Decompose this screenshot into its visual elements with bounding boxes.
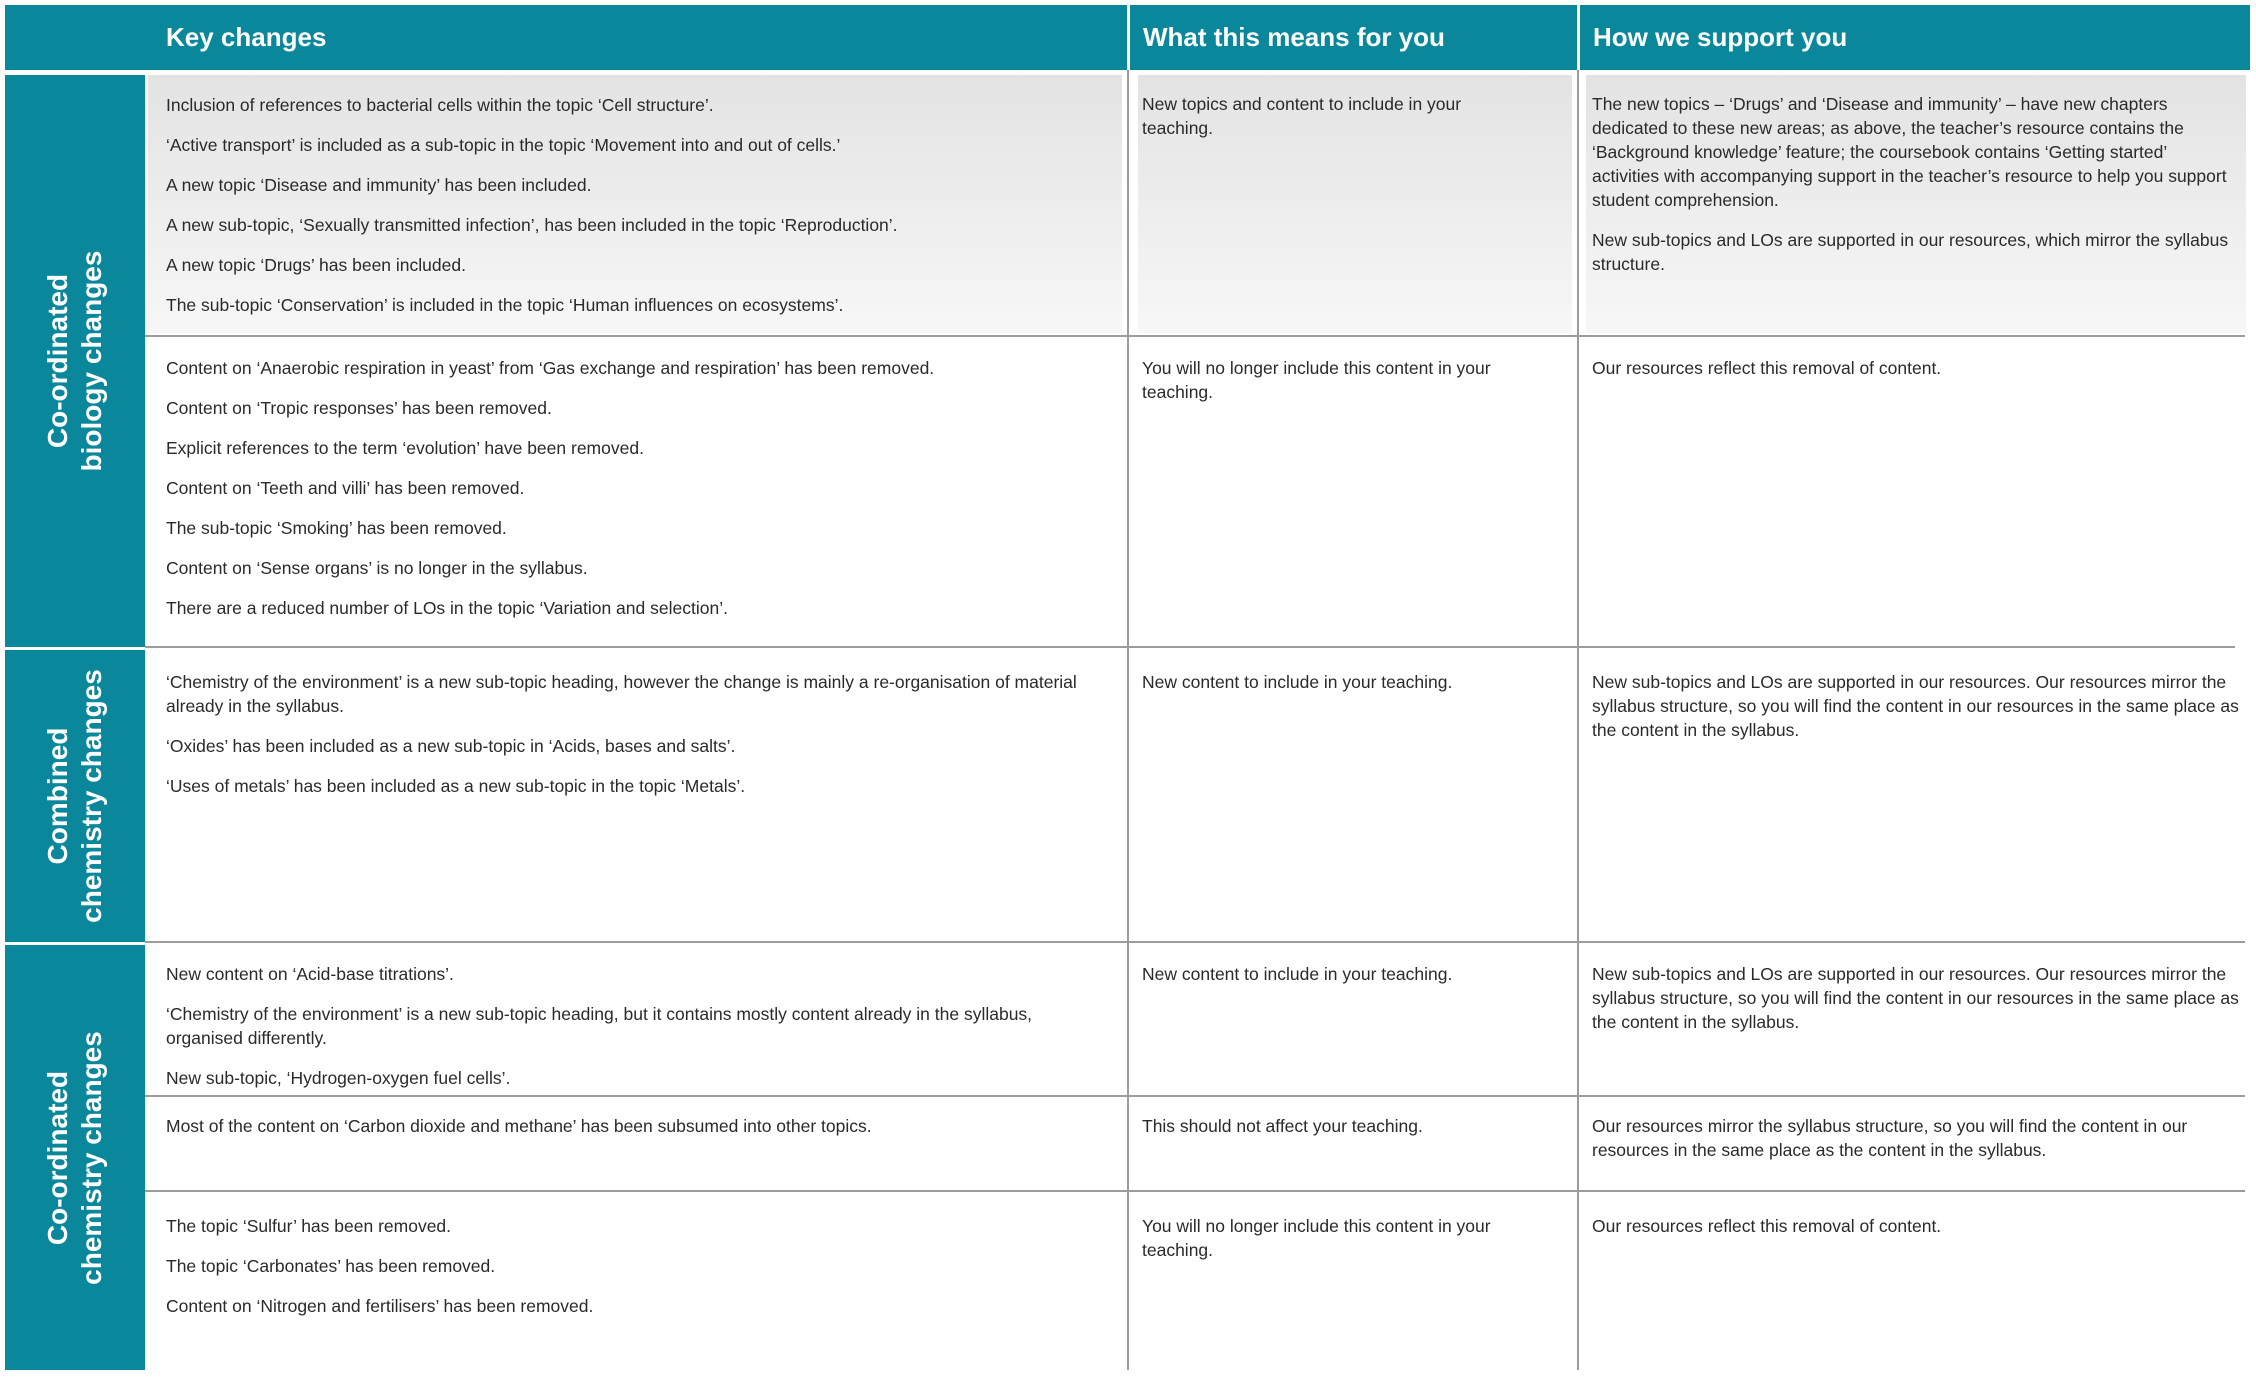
row-5-how-we-support: Our resources mirror the syllabus structure, so you will find the content in our resources in the same place as the content in the syllabus. xyxy=(1592,1116,2188,1160)
band-biology xyxy=(5,75,145,647)
row-2-how-we-support: Our resources reflect this removal of content. xyxy=(1592,358,1942,378)
row-1-what-this-means: New topics and content to include in your teaching. xyxy=(1142,94,1462,138)
header-what-this-means: What this means for you xyxy=(1143,22,1445,52)
header-key-changes: Key changes xyxy=(166,22,327,52)
row-3-key-changes: ‘Chemistry of the environment’ is a new sub-topic heading, however the change is mainly a re-organisation of material already in the syllabus. ‘Oxides’ has been included as a new sub-topic in ‘Acids, bases and salts’. ‘Uses of metals’ has been included as a new sub-topic in the topic ‘Metals’. xyxy=(166,672,1077,796)
table-header xyxy=(5,5,2250,70)
band-coordinated-chemistry xyxy=(5,945,145,1370)
row-6-key-changes: The topic ‘Sulfur’ has been removed. The topic ‘Carbonates’ has been removed. Content on ‘Nitrogen and fertilisers’ has been removed. xyxy=(166,1216,594,1316)
row-2-key-changes: Content on ‘Anaerobic respiration in yeast’ from ‘Gas exchange and respiration’ has been removed. Content on ‘Tropic responses’ has been removed. Explicit references to the term ‘evolution’ have been removed. Content on ‘Teeth and villi’ has been removed. The sub-topic ‘Smoking’ has been removed. Content on ‘Sense organs’ is no longer in the syllabus. There are a reduced number of LOs in the topic ‘Variation and selection’. xyxy=(166,358,935,618)
row-3-what-this-means: New content to include in your teaching. xyxy=(1142,672,1453,692)
band-label-coordinated-chemistry: Co-ordinated chemistry changes xyxy=(42,1030,107,1285)
band-combined-chemistry xyxy=(5,650,145,942)
row-5-key-changes: Most of the content on ‘Carbon dioxide and methane’ has been subsumed into other topics. xyxy=(166,1116,872,1136)
row-4-what-this-means: New content to include in your teaching. xyxy=(1142,964,1453,984)
header-separator xyxy=(1127,5,1130,70)
row-divider xyxy=(145,1190,2245,1192)
row-divider xyxy=(145,941,2245,943)
row-divider xyxy=(145,1095,2245,1097)
row-4-how-we-support: New sub-topics and LOs are supported in our resources. Our resources mirror the syllabus structure, so you will find the content in our resources in the same place as the content in the syllabus. xyxy=(1592,964,2239,1032)
band-label-combined-chemistry: Combined chemistry changes xyxy=(42,669,107,923)
band-label-biology: Co-ordinated biology changes xyxy=(42,250,107,472)
row-6-how-we-support: Our resources reflect this removal of content. xyxy=(1592,1216,1942,1236)
row-1-key-changes: Inclusion of references to bacterial cells within the topic ‘Cell structure’. ‘Active transport’ is included as a sub-topic in the topic ‘Movement into and out of cells.’ A new topic ‘Disease and immunity’ has been included. A new sub-topic, ‘Sexually transmitted infection’, has been included in the topic ‘Reproduction’. A new topic ‘Drugs’ has been included. The sub-topic ‘Conservation’ is included in the topic ‘Human influences on ecosystems’. xyxy=(166,95,898,315)
row-divider xyxy=(145,646,2235,648)
column-divider xyxy=(1577,70,1579,1370)
row-2-what-this-means: You will no longer include this content in your teaching. xyxy=(1142,358,1491,402)
row-4-key-changes: New content on ‘Acid-base titrations’. ‘Chemistry of the environment’ is a new sub-topic heading, but it contains mostly content already in the syllabus, organised differently. New sub-topic, ‘Hydrogen-oxygen fuel cells’. xyxy=(166,964,1033,1088)
header-separator xyxy=(1577,5,1580,70)
header-how-we-support: How we support you xyxy=(1593,22,1848,52)
column-divider xyxy=(1127,70,1129,1370)
row-divider xyxy=(145,335,2245,337)
row-1-how-we-support: The new topics – ‘Drugs’ and ‘Disease and immunity’ – have new chapters dedicated to these new areas; as above, the teacher’s resource contains the ‘Background knowledge’ feature; the coursebook contains ‘Getting started’ activities with accompanying support in the teacher’s resource to help you support student comprehension. New sub-topics and LOs are supported in our resources, which mirror the syllabus structure. xyxy=(1592,94,2229,274)
row-5-what-this-means: This should not affect your teaching. xyxy=(1142,1116,1423,1136)
row-6-what-this-means: You will no longer include this content in your teaching. xyxy=(1142,1216,1491,1260)
row-3-how-we-support: New sub-topics and LOs are supported in our resources. Our resources mirror the syllabus structure, so you will find the content in our resources in the same place as the content in the syllabus. xyxy=(1592,672,2239,740)
